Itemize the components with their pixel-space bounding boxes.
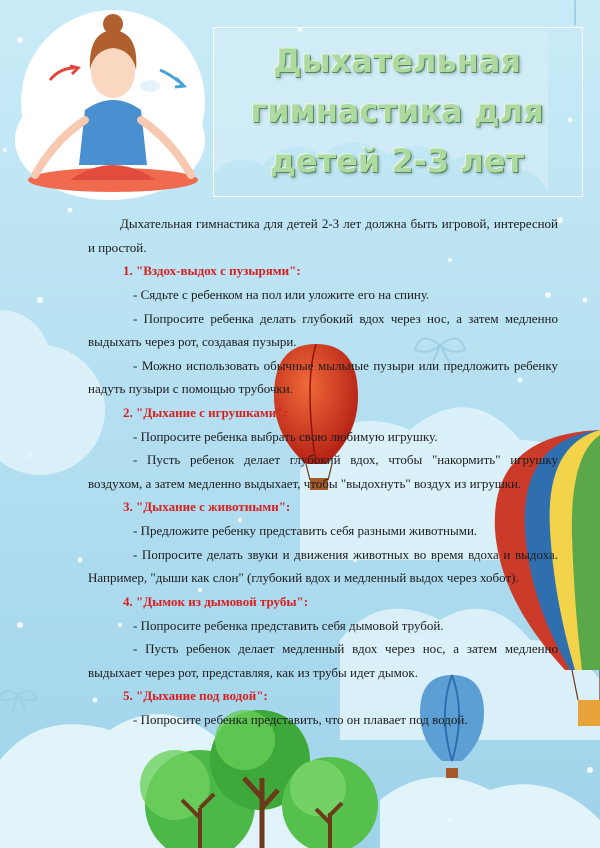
page-title <box>222 36 572 186</box>
title-line-3: детей 2-3 лет <box>270 142 524 180</box>
title-line-1: Дыхательная <box>273 42 521 80</box>
section-3-item-2: - Попросите делать звуки и движения животных во время вдоха и выдоха. Например, "дыши как слон" (глубокий вдох и медленный выдох через хобот). <box>88 546 558 585</box>
section-2-item-1: - Попросите ребенка выбрать свою любимую игрушку. <box>133 428 438 444</box>
section-5-item-1: - Попросите ребенка представить, что он плавает под водой. <box>133 712 468 727</box>
section-heading-3: 3. "Дыхание с животными": <box>123 499 291 514</box>
section-1-item-1: - Сядьте с ребенком на пол или уложите его на спину. <box>133 287 430 302</box>
section-heading-2: 2. "Дыхание с игрушками": <box>123 404 288 420</box>
section-3-item-1: - Предложите ребенку представить себя разными животными. <box>133 523 478 538</box>
intro-paragraph: Дыхательная гимнастика для детей 2-3 лет должна быть игровой, интересной и простой. <box>88 216 558 255</box>
section-1-item-2: - Попросите ребенка делать глубокий вдох через нос, а затем медленно выдыхать через рот, создавая пузыри. <box>88 310 558 349</box>
section-4-item-2: - Пусть ребенок делает медленный вдох через нос, а затем медленно выдыхает через рот, представляя, как из трубы идет дымок. <box>88 641 558 680</box>
section-heading-4: 4. "Дымок из дымовой трубы": <box>123 593 309 609</box>
section-heading-5: 5. "Дыхание под водой": <box>123 688 268 703</box>
section-1-item-3: - Можно использовать обычные мыльные пузыри или предложить ребенку надуть пузыри с помощью трубочки. <box>88 357 558 396</box>
title-line-2: гимнастика для <box>250 92 544 130</box>
section-2-item-2: - Пусть ребенок делает глубокий вдох, чтобы "накормить" игрушку воздухом, а затем медленно выдыхает, чтобы "выдохнуть" воздух из игрушки. <box>88 452 558 491</box>
section-heading-1: 1. "Вздох-выдох с пузырями": <box>123 263 301 278</box>
section-4-item-1: - Попросите ребенка представить себя дымовой трубой. <box>133 617 444 633</box>
yoga-girl-illustration <box>21 10 205 194</box>
article-body <box>88 212 558 732</box>
